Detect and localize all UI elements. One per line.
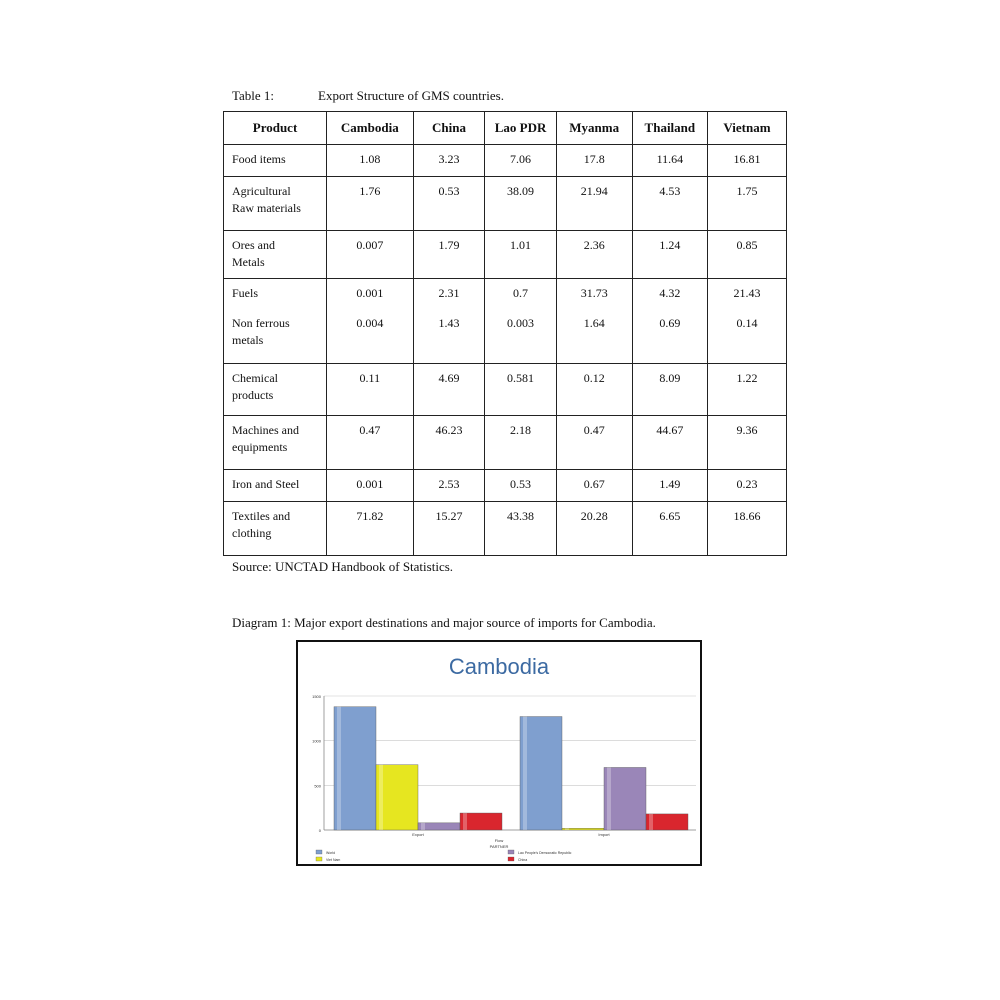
product-line: Machines and: [232, 423, 299, 437]
value-cell: 2.18: [485, 416, 556, 470]
table-row: [224, 470, 787, 502]
product-line: products: [232, 388, 274, 402]
column-header: Product: [224, 112, 327, 145]
legend-label: World: [326, 851, 336, 855]
export-structure-table: [223, 111, 787, 556]
legend-title: PARTNER: [489, 844, 509, 849]
value-cell: 2.31: [413, 279, 485, 309]
product-line: metals: [232, 332, 264, 347]
value-cell: 31.73: [556, 279, 632, 309]
value-cell: 0.11: [327, 364, 414, 416]
value-cell: 4.32: [632, 279, 707, 309]
chart-title: Cambodia: [448, 654, 550, 679]
value-cell: 0.581: [485, 364, 556, 416]
bar-highlight: [565, 828, 569, 830]
value-cell: 8.09: [632, 364, 707, 416]
value-cell: 7.06: [485, 145, 556, 177]
table-source: Source: UNCTAD Handbook of Statistics.: [232, 559, 454, 574]
value-cell: 4.69: [413, 364, 485, 416]
value-cell: 0.53: [413, 177, 485, 231]
table-title: Export Structure of GMS countries.: [318, 88, 504, 103]
value-cell: 16.81: [707, 145, 786, 177]
legend-swatch: [316, 850, 322, 854]
product-line: Fuels: [232, 286, 259, 300]
product-cell: [224, 279, 327, 309]
value-cell: 0.14: [707, 309, 786, 364]
table-row: [224, 177, 787, 231]
column-header: Thailand: [632, 112, 707, 145]
table-row: [224, 279, 787, 309]
product-line: Iron and Steel: [232, 477, 300, 491]
value-cell: 2.36: [556, 231, 632, 279]
product-line: Chemical: [232, 371, 278, 385]
value-cell: 1.75: [707, 177, 786, 231]
product-line: equipments: [232, 440, 288, 454]
table-row: [224, 364, 787, 416]
y-tick-label: 1500: [312, 694, 321, 699]
bar-highlight: [463, 813, 467, 830]
bar-highlight: [649, 814, 653, 830]
product-line: Food items: [232, 152, 286, 166]
legend-label: China: [518, 858, 528, 862]
product-line: Ores and: [232, 238, 275, 252]
x-axis-label: Flow: [494, 838, 504, 843]
table-row: [224, 309, 787, 364]
product-line: Raw materials: [232, 201, 301, 215]
bar-highlight: [379, 765, 383, 830]
value-cell: 1.79: [413, 231, 485, 279]
value-cell: 0.23: [707, 470, 786, 502]
value-cell: 1.64: [556, 309, 632, 364]
diagram-caption: Diagram 1: Major export destinations and major source of imports for Cambodia.: [232, 615, 656, 630]
x-tick-label: Import: [598, 832, 610, 837]
product-line: Non ferrous: [232, 315, 290, 330]
product-cell: [224, 145, 327, 177]
value-cell: 9.36: [707, 416, 786, 470]
product-cell: [224, 309, 327, 364]
value-cell: 1.76: [327, 177, 414, 231]
y-tick-label: 0: [318, 828, 321, 833]
table-row: [224, 231, 787, 279]
cambodia-chart: [296, 640, 702, 866]
value-cell: 0.007: [327, 231, 414, 279]
table-row: [224, 416, 787, 470]
legend-label: Viet Nam: [326, 858, 341, 862]
table-caption: [232, 88, 504, 104]
value-cell: 0.85: [707, 231, 786, 279]
legend-swatch: [508, 850, 514, 854]
value-cell: 46.23: [413, 416, 485, 470]
product-line: Metals: [232, 255, 265, 269]
legend-swatch: [508, 857, 514, 861]
value-cell: 15.27: [413, 502, 485, 556]
value-cell: 21.94: [556, 177, 632, 231]
value-cell: 44.67: [632, 416, 707, 470]
bar-highlight: [523, 717, 527, 830]
product-cell: [224, 502, 327, 556]
product-cell: [224, 231, 327, 279]
product-cell: [224, 177, 327, 231]
y-tick-label: 1000: [312, 738, 321, 744]
table-row: [224, 502, 787, 556]
value-cell: 0.12: [556, 364, 632, 416]
bar-highlight: [421, 823, 425, 830]
product-line: clothing: [232, 526, 272, 540]
value-cell: 17.8: [556, 145, 632, 177]
value-cell: 1.43: [413, 309, 485, 364]
chart-svg: [298, 642, 700, 864]
value-cell: 1.22: [707, 364, 786, 416]
value-cell: 3.23: [413, 145, 485, 177]
value-cell: 1.01: [485, 231, 556, 279]
legend-label: Lao People's Democratic Republic: [518, 851, 572, 855]
value-cell: 1.08: [327, 145, 414, 177]
product-cell: [224, 364, 327, 416]
value-cell: 0.001: [327, 470, 414, 502]
value-cell: 0.004: [327, 309, 414, 364]
value-cell: 0.47: [556, 416, 632, 470]
legend-swatch: [316, 857, 322, 861]
y-tick-label: 500: [314, 783, 321, 789]
value-cell: 20.28: [556, 502, 632, 556]
value-cell: 1.49: [632, 470, 707, 502]
table-header-row: [224, 112, 787, 145]
bar-highlight: [337, 707, 341, 830]
value-cell: 1.24: [632, 231, 707, 279]
value-cell: 6.65: [632, 502, 707, 556]
value-cell: 43.38: [485, 502, 556, 556]
product-cell: [224, 416, 327, 470]
column-header: Lao PDR: [485, 112, 556, 145]
product-line: Textiles and: [232, 509, 291, 523]
product-cell: [224, 470, 327, 502]
value-cell: 0.67: [556, 470, 632, 502]
product-line: Agricultural: [232, 184, 291, 198]
value-cell: 18.66: [707, 502, 786, 556]
value-cell: 4.53: [632, 177, 707, 231]
bar-highlight: [607, 767, 611, 830]
table-row: [224, 145, 787, 177]
value-cell: 0.53: [485, 470, 556, 502]
value-cell: 0.47: [327, 416, 414, 470]
column-header: Myanma: [556, 112, 632, 145]
value-cell: 71.82: [327, 502, 414, 556]
value-cell: 0.7: [485, 279, 556, 309]
value-cell: 0.003: [485, 309, 556, 364]
value-cell: 0.69: [632, 309, 707, 364]
value-cell: 38.09: [485, 177, 556, 231]
value-cell: 11.64: [632, 145, 707, 177]
column-header: Vietnam: [707, 112, 786, 145]
column-header: China: [413, 112, 485, 145]
column-header: Cambodia: [327, 112, 414, 145]
x-tick-label: Export: [412, 832, 424, 837]
value-cell: 2.53: [413, 470, 485, 502]
value-cell: 0.001: [327, 279, 414, 309]
value-cell: 21.43: [707, 279, 786, 309]
table-label: Table 1:: [232, 88, 275, 103]
